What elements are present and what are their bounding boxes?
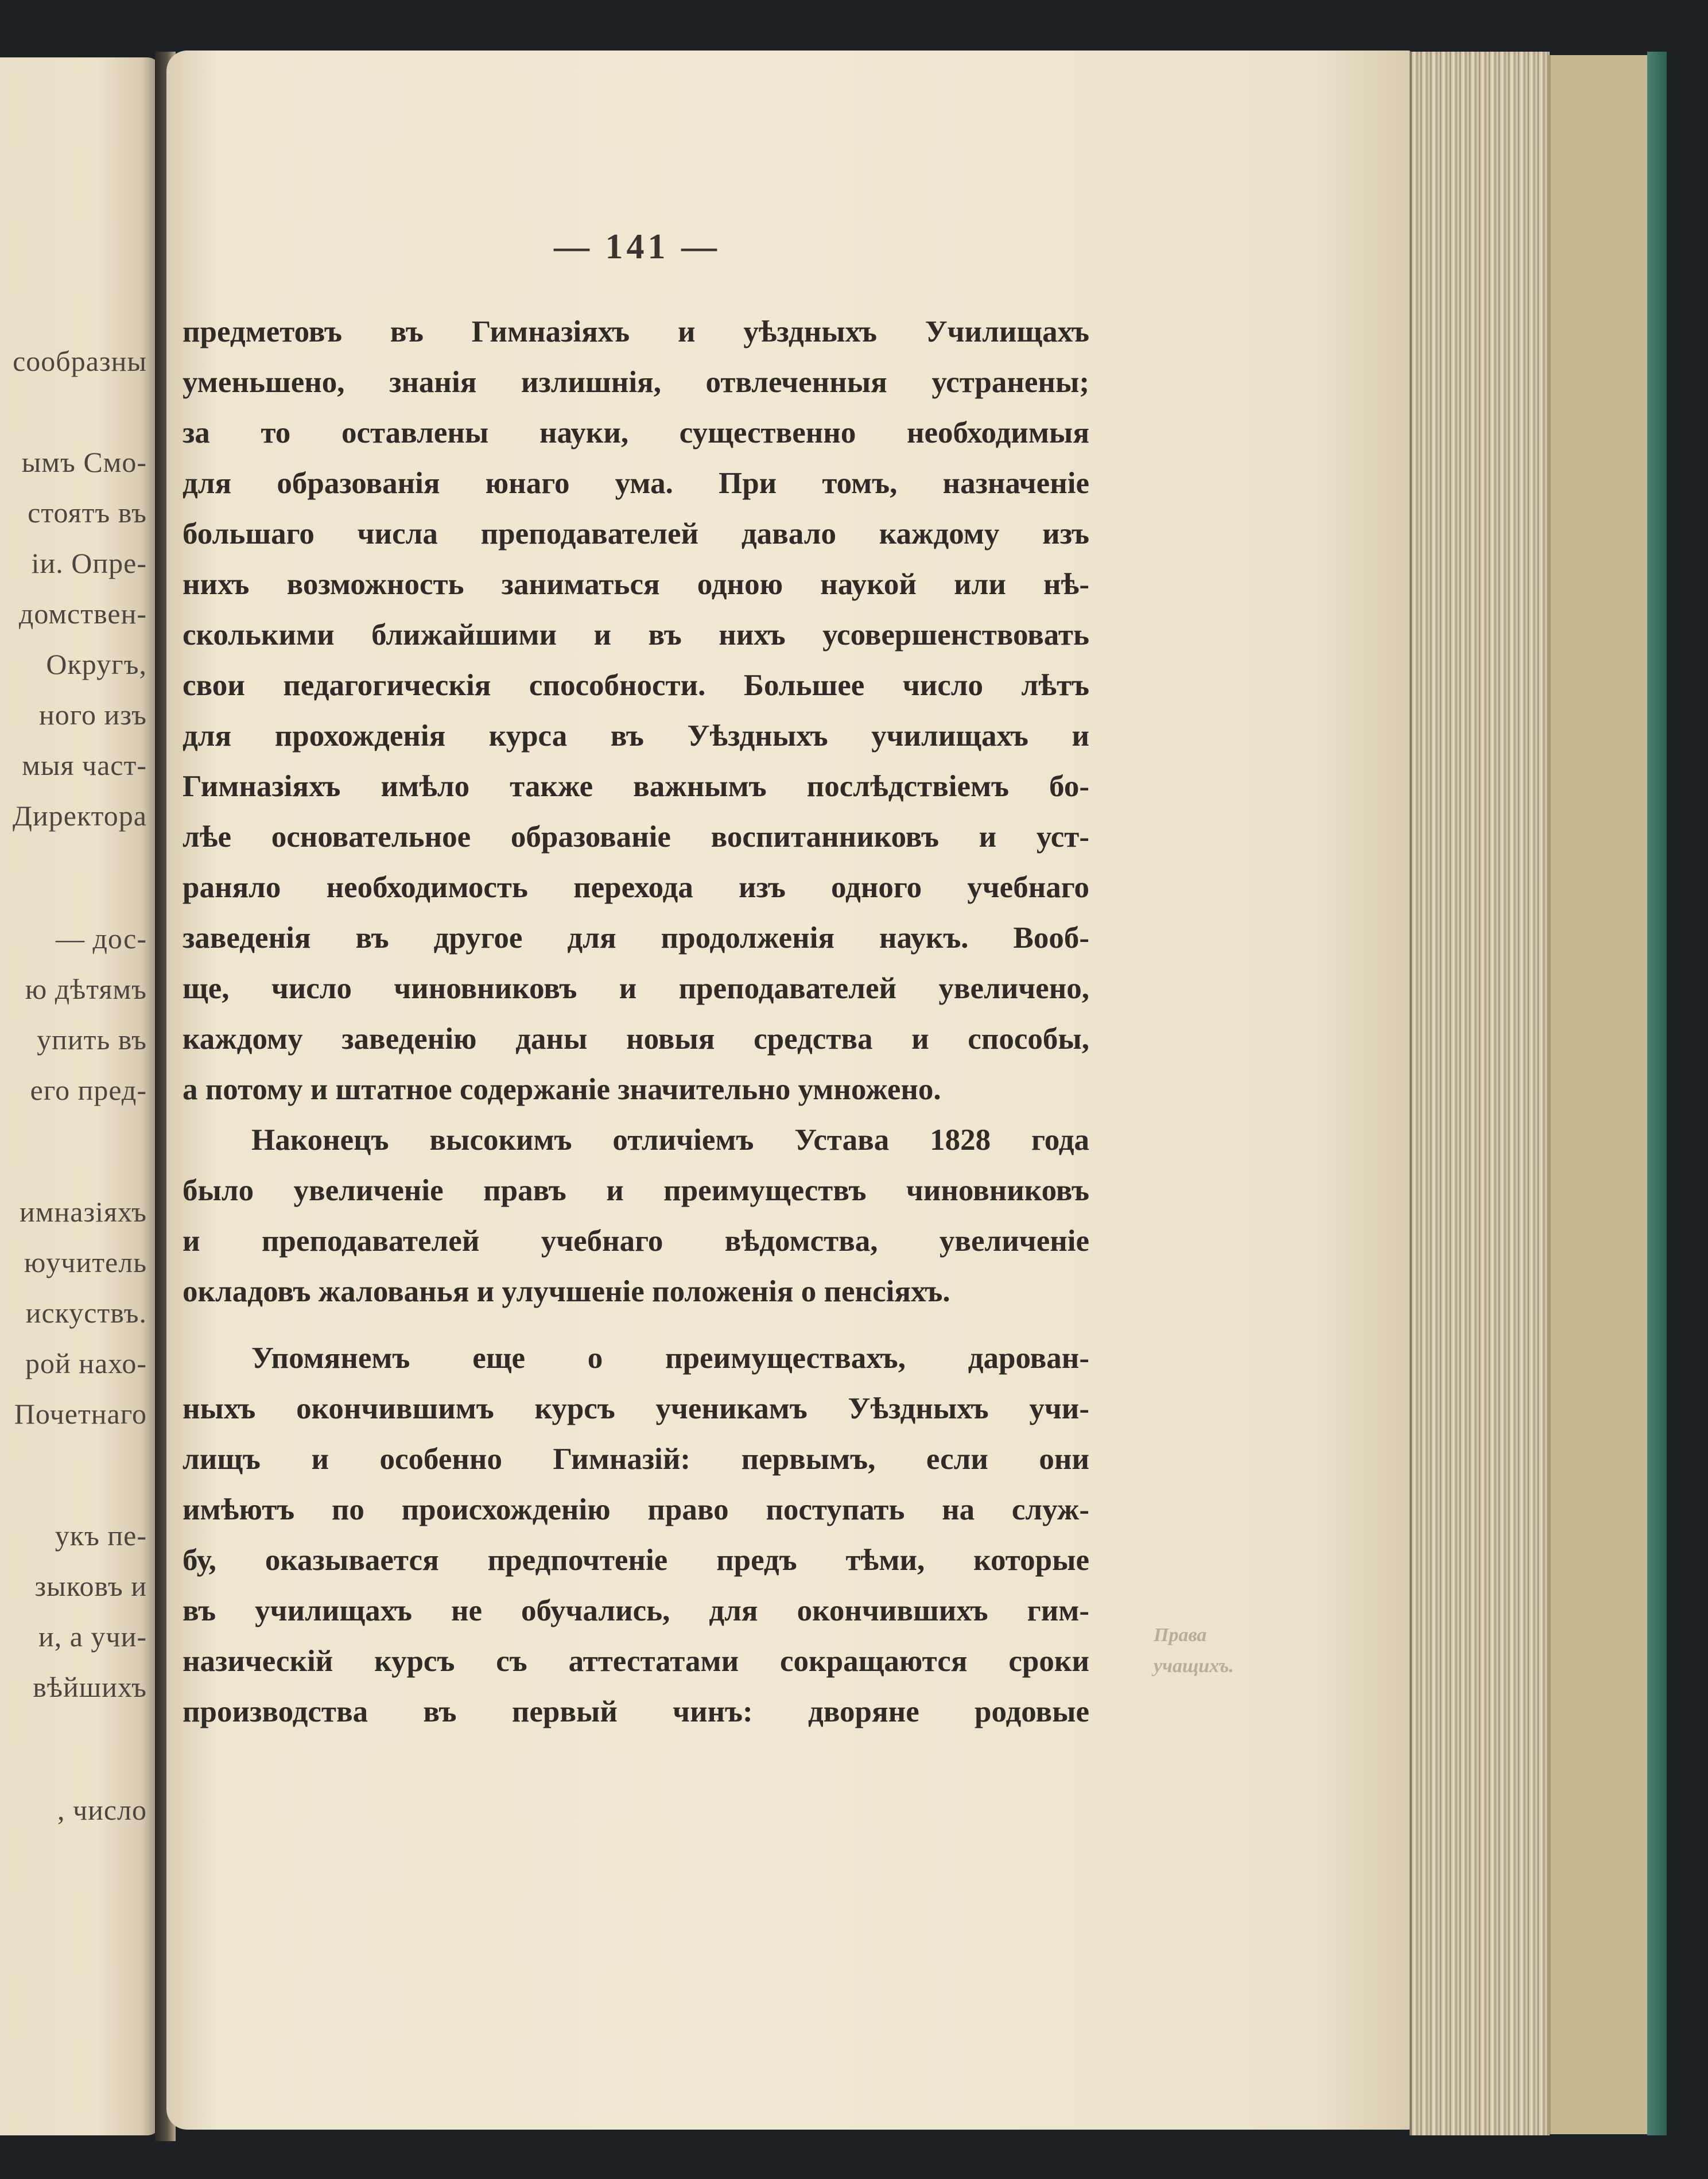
text-line: ще, число чиновниковъ и преподавателей увеличено, — [183, 972, 1089, 1005]
left-line: Почетнаго — [14, 1398, 147, 1430]
left-line: юучитель — [24, 1246, 147, 1278]
text-line: ныхъ окончившимъ курсъ ученикамъ Уѣздныхъ учи- — [183, 1392, 1089, 1425]
cover-edge — [1647, 52, 1667, 2135]
text-line: заведенiя въ другое для продолженiя наукъ. Вооб- — [183, 921, 1089, 955]
left-line: сообразны — [13, 345, 147, 377]
left-line: Округъ, — [46, 648, 147, 680]
left-line: домствен- — [18, 598, 147, 630]
text-line: для прохожденiя курса въ Уѣздныхъ училищахъ и — [183, 719, 1089, 753]
text-line: а потому и штатное содержанiе значительно умножено. — [183, 1073, 941, 1106]
left-line: имназiяхъ — [20, 1196, 147, 1228]
book-cover — [1547, 55, 1660, 2134]
text-line: предметовъ въ Гимназiяхъ и уѣздныхъ Училищахъ — [183, 315, 1089, 348]
left-line: зыковъ и — [34, 1570, 147, 1602]
text-line: Наконецъ высокимъ отличiемъ Устава 1828 года — [251, 1123, 1089, 1157]
left-line: — дос- — [55, 922, 147, 955]
left-line: рой нахо- — [25, 1347, 147, 1379]
left-line: искуствъ. — [25, 1297, 147, 1329]
page-stack-edge — [1410, 52, 1550, 2135]
text-line: было увеличенiе правъ и преимуществъ чиновниковъ — [183, 1174, 1089, 1207]
text-line: производства въ первый чинъ: дворяне родовые — [183, 1695, 1089, 1728]
text-line: окладовъ жалованья и улучшенiе положенiя о пенсiяхъ. — [183, 1275, 950, 1308]
left-line: мыя част- — [22, 749, 147, 781]
left-line: его пред- — [30, 1074, 147, 1106]
text-line: лѣе основательное образованiе воспитанниковъ и уст- — [183, 820, 1089, 854]
text-line: свои педагогическiя способности. Большее число лѣтъ — [183, 669, 1089, 702]
margin-note: Права — [1154, 1624, 1207, 1646]
text-line: каждому заведенiю даны новыя средства и способы, — [183, 1022, 1089, 1056]
left-line: ымъ Смо- — [21, 446, 147, 478]
text-line: Гимназiяхъ имѣло также важнымъ послѣдствiемъ бо- — [183, 770, 1089, 803]
left-line: вѣйшихъ — [33, 1671, 147, 1703]
left-line: , число — [57, 1794, 147, 1826]
margin-note: учащихъ. — [1154, 1655, 1234, 1677]
text-line: Упомянемъ еще о преимуществахъ, дарован- — [251, 1341, 1089, 1375]
left-line: Директора — [12, 800, 147, 832]
left-line: и, а учи- — [38, 1620, 147, 1653]
text-line: назическiй курсъ съ аттестатами сокращаются сроки — [183, 1645, 1089, 1678]
left-line: стоятъ въ — [28, 497, 147, 529]
left-line: ного изъ — [38, 699, 147, 731]
text-line: для образованiя юнаго ума. При томъ, назначенiе — [183, 467, 1089, 500]
left-line: ю дѣтямъ — [25, 973, 147, 1005]
text-line: имѣютъ по происхожденiю право поступать на служ- — [183, 1493, 1089, 1526]
text-line: бу, оказывается предпочтенiе предъ тѣми, которые — [183, 1544, 1089, 1577]
text-line: большаго числа преподавателей давало каждому изъ — [183, 517, 1089, 550]
text-line: нихъ возможность заниматься одною наукой или нѣ- — [183, 568, 1089, 601]
left-line: iи. Опре- — [31, 547, 147, 579]
left-page — [0, 57, 162, 2135]
left-line: укъ пе- — [55, 1519, 147, 1552]
text-line: уменьшено, знанiя излишнiя, отвлеченныя устранены; — [183, 366, 1089, 399]
text-line: сколькими ближайшими и въ нихъ усовершенствовать — [183, 618, 1089, 652]
page-number: — 141 — — [554, 227, 720, 266]
text-line: и преподавателей учебнаго вѣдомства, увеличенiе — [183, 1224, 1089, 1258]
left-line: упить въ — [37, 1023, 147, 1056]
text-line: въ училищахъ не обучались, для окончившихъ гим- — [183, 1594, 1089, 1627]
text-line: раняло необходимость перехода изъ одного учебнаго — [183, 871, 1089, 904]
text-line: лищъ и особенно Гимназiй: первымъ, если они — [183, 1443, 1089, 1476]
text-line: за то оставлены науки, существенно необходимыя — [183, 416, 1089, 449]
